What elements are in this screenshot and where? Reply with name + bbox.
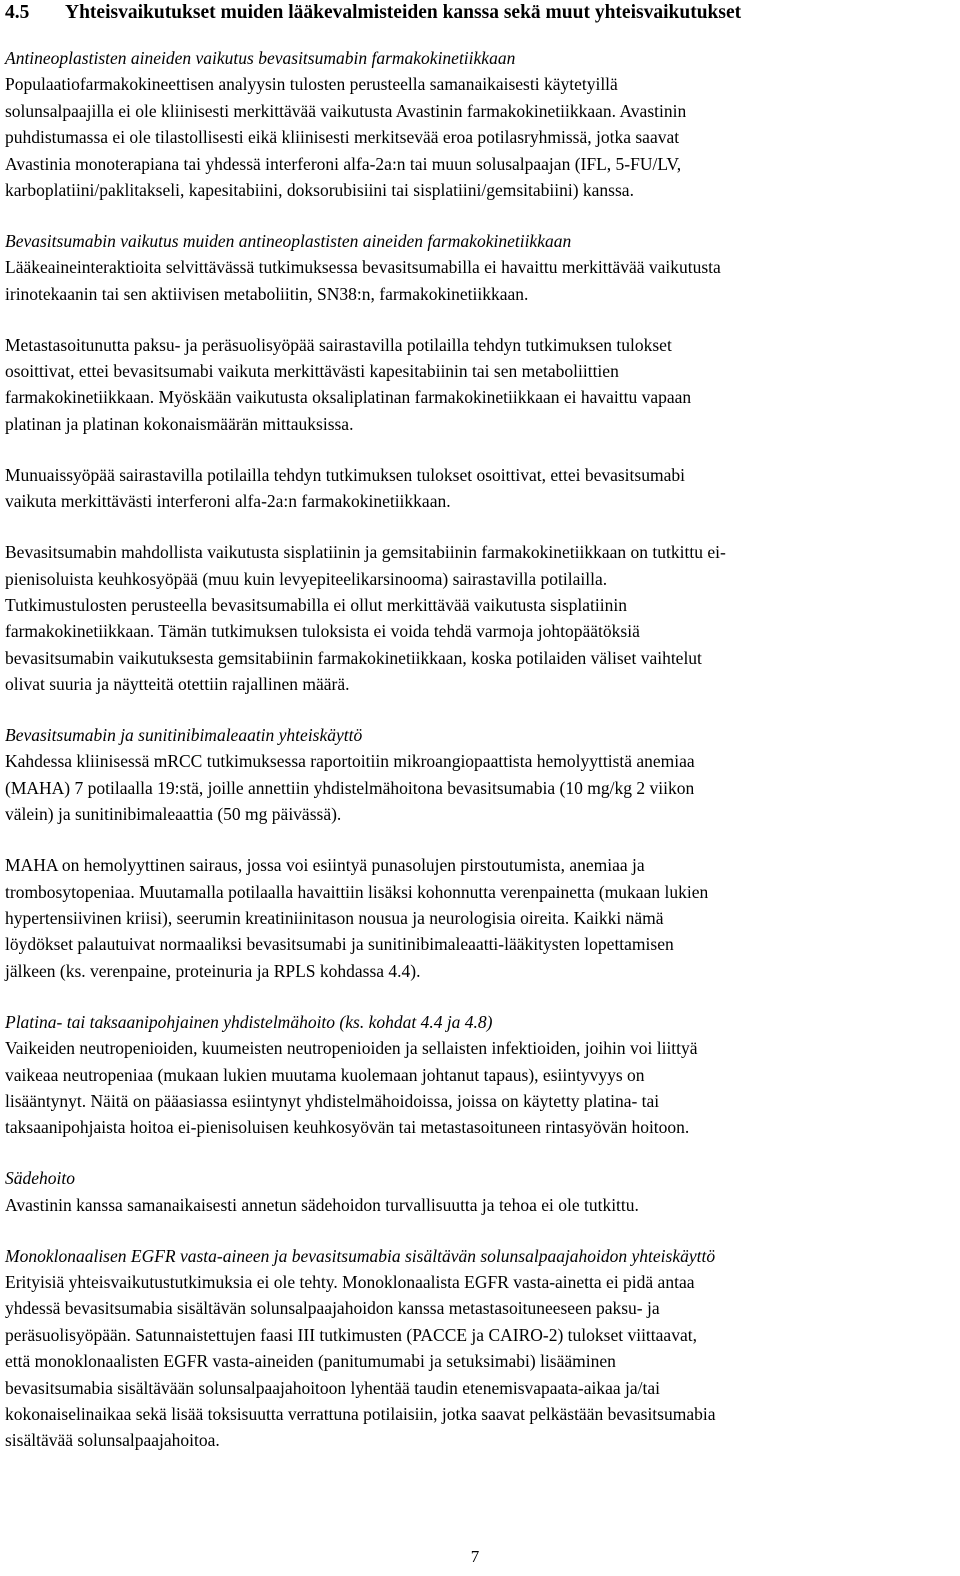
text-line: vaikuta merkittävästi interferoni alfa-2a:n farmakokinetiikkaan.: [5, 491, 451, 512]
section-title: Yhteisvaikutukset muiden lääkevalmisteiden kanssa sekä muut yhteisvaikutukset: [65, 2, 742, 23]
text-line: pienisoluista keuhkosyöpää (muu kuin levyepiteelikarsinooma) sairastavilla potilailla.: [5, 568, 608, 589]
text-line: Metastasoitunutta paksu- ja peräsuolisyöpää sairastavilla potilailla tehdyn tutkimuksen tulokset: [5, 334, 672, 355]
text-line: löydökset palautuivat normaaliksi bevasitsumabi ja sunitinibimaleaatti-lääkitysten lopettamisen: [5, 934, 674, 955]
paragraph-renal: [5, 462, 955, 515]
text-line: Erityisiä yhteisvaikutustutkimuksia ei ole tehty. Monoklonaalista EGFR vasta-ainetta ei pidä antaa: [5, 1271, 695, 1292]
subheading: Bevasitsumabin vaikutus muiden antineoplastisten aineiden farmakokinetiikkaan: [5, 230, 572, 251]
page-number: 7: [470, 1547, 480, 1566]
text-line: platinan ja platinan kokonaismäärän mittauksissa.: [5, 413, 354, 434]
paragraph-radiotherapy: [5, 1165, 955, 1218]
text-line: vaikeaa neutropeniaa (mukaan lukien muutama kuolemaan johtanut tapaus), esiintyvyys on: [5, 1064, 645, 1085]
text-line: välein) ja sunitinibimaleaattia (50 mg päivässä).: [5, 804, 342, 825]
text-line: Avastinia monoterapiana tai yhdessä interferoni alfa-2a:n tai muun solusalpaajan (IFL, 5-FU/LV,: [5, 153, 682, 174]
paragraph-maha: [5, 852, 955, 984]
text-line: karboplatiini/paklitakseli, kapesitabiini, doksorubisiini tai sisplatiini/gemsitabiini) kanssa.: [5, 180, 634, 201]
subheading: Monoklonaalisen EGFR vasta-aineen ja bevasitsumabia sisältävän solunsalpaajahoidon yhteiskäyttö: [5, 1245, 716, 1266]
text-line: kokonaiselinaikaa sekä lisää toksisuutta verrattuna potilaisiin, jotka saavat pelkästään bevasitsumabia: [5, 1403, 716, 1424]
text-line: solunsalpaajilla ei ole kliinisesti merkittävää vaikutusta Avastinin farmakokinetiikkaan. Avastinin: [5, 100, 687, 121]
subheading: Platina- tai taksaanipohjainen yhdistelmähoito (ks. kohdat 4.4 ja 4.8): [5, 1011, 493, 1032]
text-line: Populaatiofarmakokineettisen analyysin tulosten perusteella samanaikaisesti käytetyillä: [5, 74, 618, 95]
text-line: irinotekaanin tai sen aktiivisen metaboliitin, SN38:n, farmakokinetiikkaan.: [5, 283, 529, 304]
text-line: taksaanipohjaista hoitoa ei-pienisoluisen keuhkosyövän tai metastasoituneen rintasyövän hoitoon.: [5, 1117, 690, 1138]
text-line: bevasitsumabin vaikutuksesta gemsitabiinin farmakokinetiikkaan, koska potilaiden väliset vaihtelut: [5, 647, 702, 668]
paragraph-antineoplastic-effect: [5, 45, 955, 203]
text-line: farmakokinetiikkaan. Tämän tutkimuksen tuloksista ei voida tehdä varmoja johtopäätöksiä: [5, 621, 640, 642]
text-line: Lääkeaineinteraktioita selvittävässä tutkimuksessa bevasitsumabilla ei havaittu merkittävää vaikutusta: [5, 257, 721, 278]
paragraph-sunitinib: [5, 722, 955, 828]
text-line: Bevasitsumabin mahdollista vaikutusta sisplatiinin ja gemsitabiinin farmakokinetiikkaan on tutkittu ei-: [5, 542, 726, 563]
paragraph-egfr: [5, 1243, 955, 1454]
paragraph-lung: [5, 539, 955, 697]
text-line: farmakokinetiikkaan. Myöskään vaikutusta oksaliplatinan farmakokinetiikkaan ei havaittu vapaan: [5, 387, 692, 408]
text-line: jälkeen (ks. verenpaine, proteinuria ja RPLS kohdassa 4.4).: [5, 960, 421, 981]
subheading: Bevasitsumabin ja sunitinibimaleaatin yhteiskäyttö: [5, 725, 363, 746]
text-line: Vaikeiden neutropenioiden, kuumeisten neutropenioiden ja sellaisten infektioiden, joihin voi liittyä: [5, 1038, 698, 1059]
text-line: Tutkimustulosten perusteella bevasitsumabilla ei ollut merkittävää vaikutusta sisplatiinin: [5, 594, 627, 615]
subheading: Antineoplastisten aineiden vaikutus bevasitsumabin farmakokinetiikkaan: [5, 48, 516, 68]
text-line: sisältävää solunsalpaajahoitoa.: [5, 1430, 220, 1451]
paragraph-platinum: [5, 1009, 955, 1141]
paragraph-bevacizumab-effect: [5, 228, 955, 307]
text-line: bevasitsumabia sisältävään solunsalpaajahoitoon lyhentää taudin etenemisvapaata-aikaa ja/tai: [5, 1377, 661, 1398]
text-line: Avastinin kanssa samanaikaisesti annetun sädehoidon turvallisuutta ja tehoa ei ole tutkittu.: [5, 1194, 639, 1215]
text-line: peräsuolisyöpään. Satunnaistettujen faasi III tutkimusten (PACCE ja CAIRO-2) tulokset viittaavat,: [5, 1324, 697, 1345]
text-line: trombosytopeniaa. Muutamalla potilaalla havaittiin lisäksi kohonnutta verenpainetta (mukaan lukien: [5, 881, 709, 902]
text-line: olivat suuria ja näytteitä otettiin rajallinen määrä.: [5, 674, 350, 695]
document-page: [5, 0, 955, 1454]
text-line: että monoklonaalisten EGFR vasta-aineiden (panitumumabi ja setuksimabi) lisääminen: [5, 1351, 616, 1372]
subheading: Sädehoito: [5, 1168, 75, 1189]
text-line: hypertensiivinen kriisi), seerumin kreatiniinitason nousua ja neurologisia oireita. Kaikki nämä: [5, 907, 664, 928]
text-line: puhdistumassa ei ole tilastollisesti eikä kliinisesti merkitsevää eroa potilasryhmissä, jotka saavat: [5, 127, 680, 148]
text-line: (MAHA) 7 potilaalla 19:stä, joille annettiin yhdistelmähoitona bevasitsumabia (10 mg/kg 2 viikon: [5, 777, 695, 798]
section-number: 4.5: [5, 2, 30, 23]
section-heading: [5, 1, 955, 25]
text-line: Munuaissyöpää sairastavilla potilailla tehdyn tutkimuksen tulokset osoittivat, ettei bevasitsumabi: [5, 464, 685, 485]
text-line: MAHA on hemolyyttinen sairaus, jossa voi esiintyä punasolujen pirstoutumista, anemiaa ja: [5, 855, 645, 876]
text-line: yhdessä bevasitsumabia sisältävän solunsalpaajahoidon kanssa metastasoituneeseen paksu- ja: [5, 1298, 660, 1319]
paragraph-colorectal: [5, 332, 955, 438]
text-line: lisääntynyt. Näitä on pääasiassa esiintynyt yhdistelmähoidoissa, joissa on käytetty platina- tai: [5, 1090, 660, 1111]
text-line: osoittivat, ettei bevasitsumabi vaikuta merkittävästi kapesitabiinin tai sen metaboliittien: [5, 361, 619, 382]
text-line: Kahdessa kliinisessä mRCC tutkimuksessa raportoitiin mikroangiopaattista hemolyyttistä anemiaa: [5, 751, 695, 772]
